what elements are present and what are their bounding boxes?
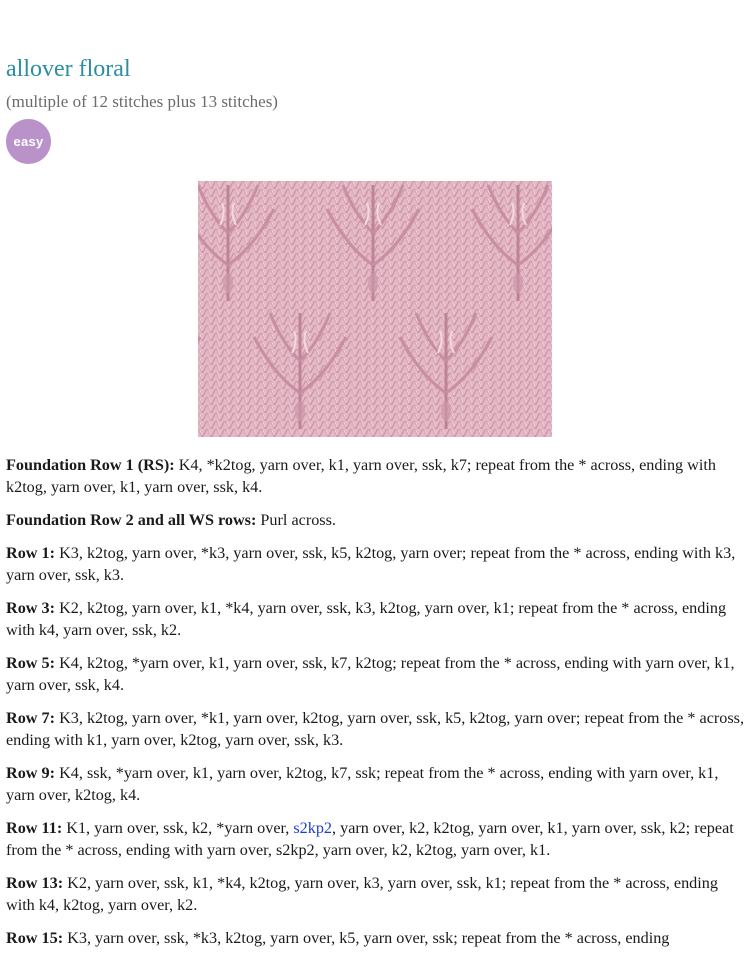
instruction-row: [6, 707, 746, 751]
row-label: Row 13:: [6, 874, 64, 892]
row-text: K2, k2tog, yarn over, k1, *k4, yarn over, ssk, k3, k2tog, yarn over, k1; repeat from the * across, ending with k4, yarn over, ssk, k2.: [6, 599, 727, 639]
s2kp2-link[interactable]: s2kp2: [293, 819, 333, 837]
knit-swatch-photo: [198, 181, 552, 437]
pattern-title: allover floral: [6, 56, 131, 82]
row-label: Row 11:: [6, 819, 63, 837]
stitch-multiple-note: (multiple of 12 stitches plus 13 stitches): [6, 92, 278, 111]
row-text: K4, k2tog, *yarn over, k1, yarn over, ssk, k7, k2tog; repeat from the * across, ending with yarn over, k1, yarn over, ssk, k4.: [6, 654, 735, 694]
row-text: K2, yarn over, ssk, k1, *k4, k2tog, yarn over, k3, yarn over, ssk, k1; repeat from the * across, ending with k4, k2tog, yarn over, k2.: [6, 874, 718, 914]
instruction-row: [6, 542, 746, 586]
row-text: K3, yarn over, ssk, *k3, k2tog, yarn over, k5, yarn over, ssk; repeat from the * across, ending: [63, 929, 670, 947]
row-label: Row 15:: [6, 929, 64, 947]
row-text-before-link: K1, yarn over, ssk, k2, *yarn over,: [62, 819, 294, 837]
instruction-row: [6, 817, 746, 861]
row-label: Row 7:: [6, 709, 56, 727]
row-text: K3, k2tog, yarn over, *k3, yarn over, ssk, k5, k2tog, yarn over; repeat from the * across, ending with k3, yarn over, ssk, k3.: [6, 544, 736, 584]
instruction-row: [6, 597, 746, 641]
row-text: K3, k2tog, yarn over, *k1, yarn over, k2tog, yarn over, ssk, k5, k2tog, yarn over; repeat from the * across, ending with k1, yarn over, k2tog, yarn over, ssk, k3.: [6, 709, 745, 749]
row-label: Row 3:: [6, 599, 56, 617]
row-text-after-link: , yarn over, k2, k2tog, yarn over, k1, yarn over, ssk, k2; repeat from the * across, ending with yarn over, s2kp2, yarn over, k2, k2tog, yarn over, k1.: [6, 819, 734, 859]
row-label: Row 9:: [6, 764, 56, 782]
instruction-row: [6, 927, 746, 949]
row-label: Row 5:: [6, 654, 56, 672]
row-text: K4, *k2tog, yarn over, k1, yarn over, ssk, k7; repeat from the * across, ending with k2tog, yarn over, k1, yarn over, ssk, k4.: [6, 456, 716, 496]
row-text: Purl across.: [256, 511, 336, 529]
row-label: Foundation Row 1 (RS):: [6, 456, 175, 474]
row-label: Foundation Row 2 and all WS rows:: [6, 511, 257, 529]
instruction-row: [6, 652, 746, 696]
instruction-row: [6, 762, 746, 806]
pattern-instructions: [6, 454, 746, 960]
instruction-row: [6, 509, 746, 531]
row-text: K4, ssk, *yarn over, k1, yarn over, k2tog, k7, ssk; repeat from the * across, ending with yarn over, k1, yarn over, k2tog, k4.: [6, 764, 719, 804]
instruction-row: [6, 872, 746, 916]
instruction-row: [6, 454, 746, 498]
difficulty-badge: easy: [6, 119, 51, 164]
row-label: Row 1:: [6, 544, 56, 562]
